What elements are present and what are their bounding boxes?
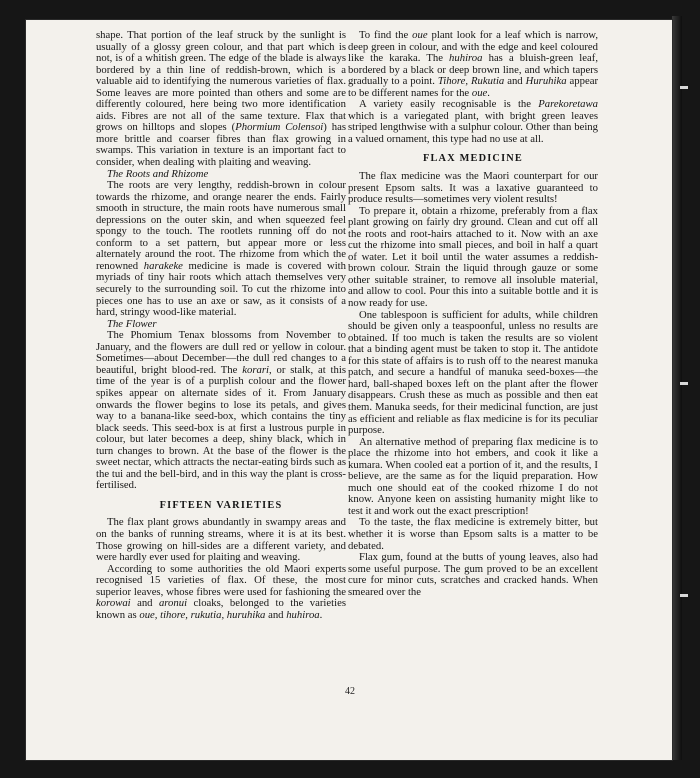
right-column: [348, 30, 598, 598]
paragraph: A variety easily recognisable is the Parekoretawa which is a variegated plant, with bright green leaves striped lengthwise with a sulphur colour. Other than being a valued ornament, this type had no use at all.: [348, 98, 598, 145]
left-column: [96, 30, 346, 621]
book-edge: [672, 16, 682, 760]
paragraph: According to some authorities the old Maori experts recognised 15 varieties of flax. Of these, the most superior leaves, whose fibres were used for fashioning the korowai and aronui cloaks, belonged to the varieties known as oue, tihore, rukutia, huruhika and huhiroa.: [96, 562, 346, 621]
paragraph: The flax plant grows abundantly in swampy areas and on the banks of running streams, where it is at its best. Those growing on hill-sides are a different variety, and were hardly ever used for plaiting and weaving.: [96, 516, 346, 564]
paragraph: One tablespoon is sufficient for adults, while children should be given only a teaspoonful, unless no results are obtained. If too much is taken the results are so violent that a binding agent must be taken to stop it. The antidote for this state of affairs is to rush off to the nearest manuka patch, and secure a handful of manuka seed-boxes—the hard, ball-shaped boxes left on the plant after the flower disappears. Crush these as much as possible and then eat them. Manuka seeds, for their medicinal function, are just as efficient and reliable as flax medicine is for its peculiar purpose.: [348, 308, 598, 437]
paragraph: shape. That portion of the leaf struck by the sunlight is usually of a glossy green colour, and that part which is not, is of a whitish green. The edge of the blade is always bordered by a thin line of reddish-brown, which is a valuable aid to identifying the numerous varieties of flax. Some leaves are more pointed than others and some are differently coloured, here being two more identification aids. Fibres are not all of the same texture. Flax that grows on hilltops and slopes (Phormium Colensoi) has more brittle and coarser fibres than flax growing in swamps. This variation in texture is an important fact to consider, when dealing with plaiting and weaving.: [96, 29, 346, 169]
paragraph: To the taste, the flax medicine is extremely bitter, but whether it is worse than Epsom salts is a matter to be debated.: [348, 516, 598, 552]
edge-mark: [680, 382, 688, 385]
paragraph: Flax gum, found at the butts of young leaves, also had some useful purpose. The gum proved to be an excellent cure for minor cuts, scratches and cracked hands. When smeared over the: [348, 551, 598, 598]
section-heading: FLAX MEDICINE: [423, 153, 523, 165]
subsection-title: The Roots and Rhizome: [107, 167, 209, 180]
paragraph: The Phomium Tenax blossoms from November to January, and the flowers are dull red or yellow in colour. Sometimes—about December—the dull red changes to a beautiful, bright blood-red. The korari, or stalk, at this time of the year is of a purplish colour and the flower spikes appear on alternate sides of it. From January onwards the flower begins to lose its petals, and gives way to a banana-like seed-box, which contains the tiny black seeds. This seed-box is at first a lustrous purple in colour, but later becomes a deep, shiny black, which in turn changes to brown. At the base of the flower is the sweet nectar, which attracts the nectar-eating birds such as the tui and the bell-bird, and in this way the plant is cross-fertilised.: [96, 329, 346, 492]
paragraph: An alternative method of preparing flax medicine is to place the rhizome into hot embers, and cook it like a kumara. When cooled eat a portion of it, and the results, I believe, are the same as for the liquid preparation. How much one should eat of the cooked rhizome I do not know. Anyone keen on assisting humanity might like to test it and work out the exact prescription!: [348, 435, 598, 517]
paragraph: The flax medicine was the Maori counterpart for our present Epsom salts. It was a laxative guaranteed to produce results—sometimes very violent results!: [348, 170, 598, 206]
page-number: 42: [345, 686, 355, 697]
paragraph: To find the oue plant look for a leaf which is narrow, deep green in colour, and with the edge and keel coloured like the karaka. The huhiroa has a bluish-green leaf, bordered by a black or deep brown line, and which tapers gradually to a point. Tihore, Rukutia and Huruhika appear to be different names for the oue.: [348, 29, 599, 99]
paragraph: The roots are very lengthy, reddish-brown in colour towards the rhizome, and orange nearer the ends. Fairly smooth in structure, the main roots have numerous small depressions on the outer skin, and when squeezed feel spongy to the touch. The rootlets running off do not conform to a set pattern, but appear more or less alternately around the root. The rhizome from which the renowned harakeke medicine is made is covered with myriads of tiny hair roots which attach themselves very securely to the surrounding soil. To cut the rhizome into pieces one has to use an axe or saw, as it consists of a hard, stringy wood-like material.: [96, 179, 346, 319]
edge-mark: [680, 594, 688, 597]
section-heading: FIFTEEN VARIETIES: [159, 499, 283, 511]
subsection-title: The Flower: [107, 317, 157, 330]
edge-mark: [680, 86, 688, 89]
paragraph: To prepare it, obtain a rhizome, preferably from a flax plant growing on fairly dry ground. Clean and cut off all the roots and root-hairs attached to it. Now with an axe cut the rhizome into small pieces, and boil in half a quart of water. Let it boil until the water assumes a reddish-brown colour. Strain the liquid through gauze or some other suitable strainer, to remove all insoluble material, and allow to cool. Pour this into a suitable bottle and it is now ready for use.: [348, 204, 598, 310]
